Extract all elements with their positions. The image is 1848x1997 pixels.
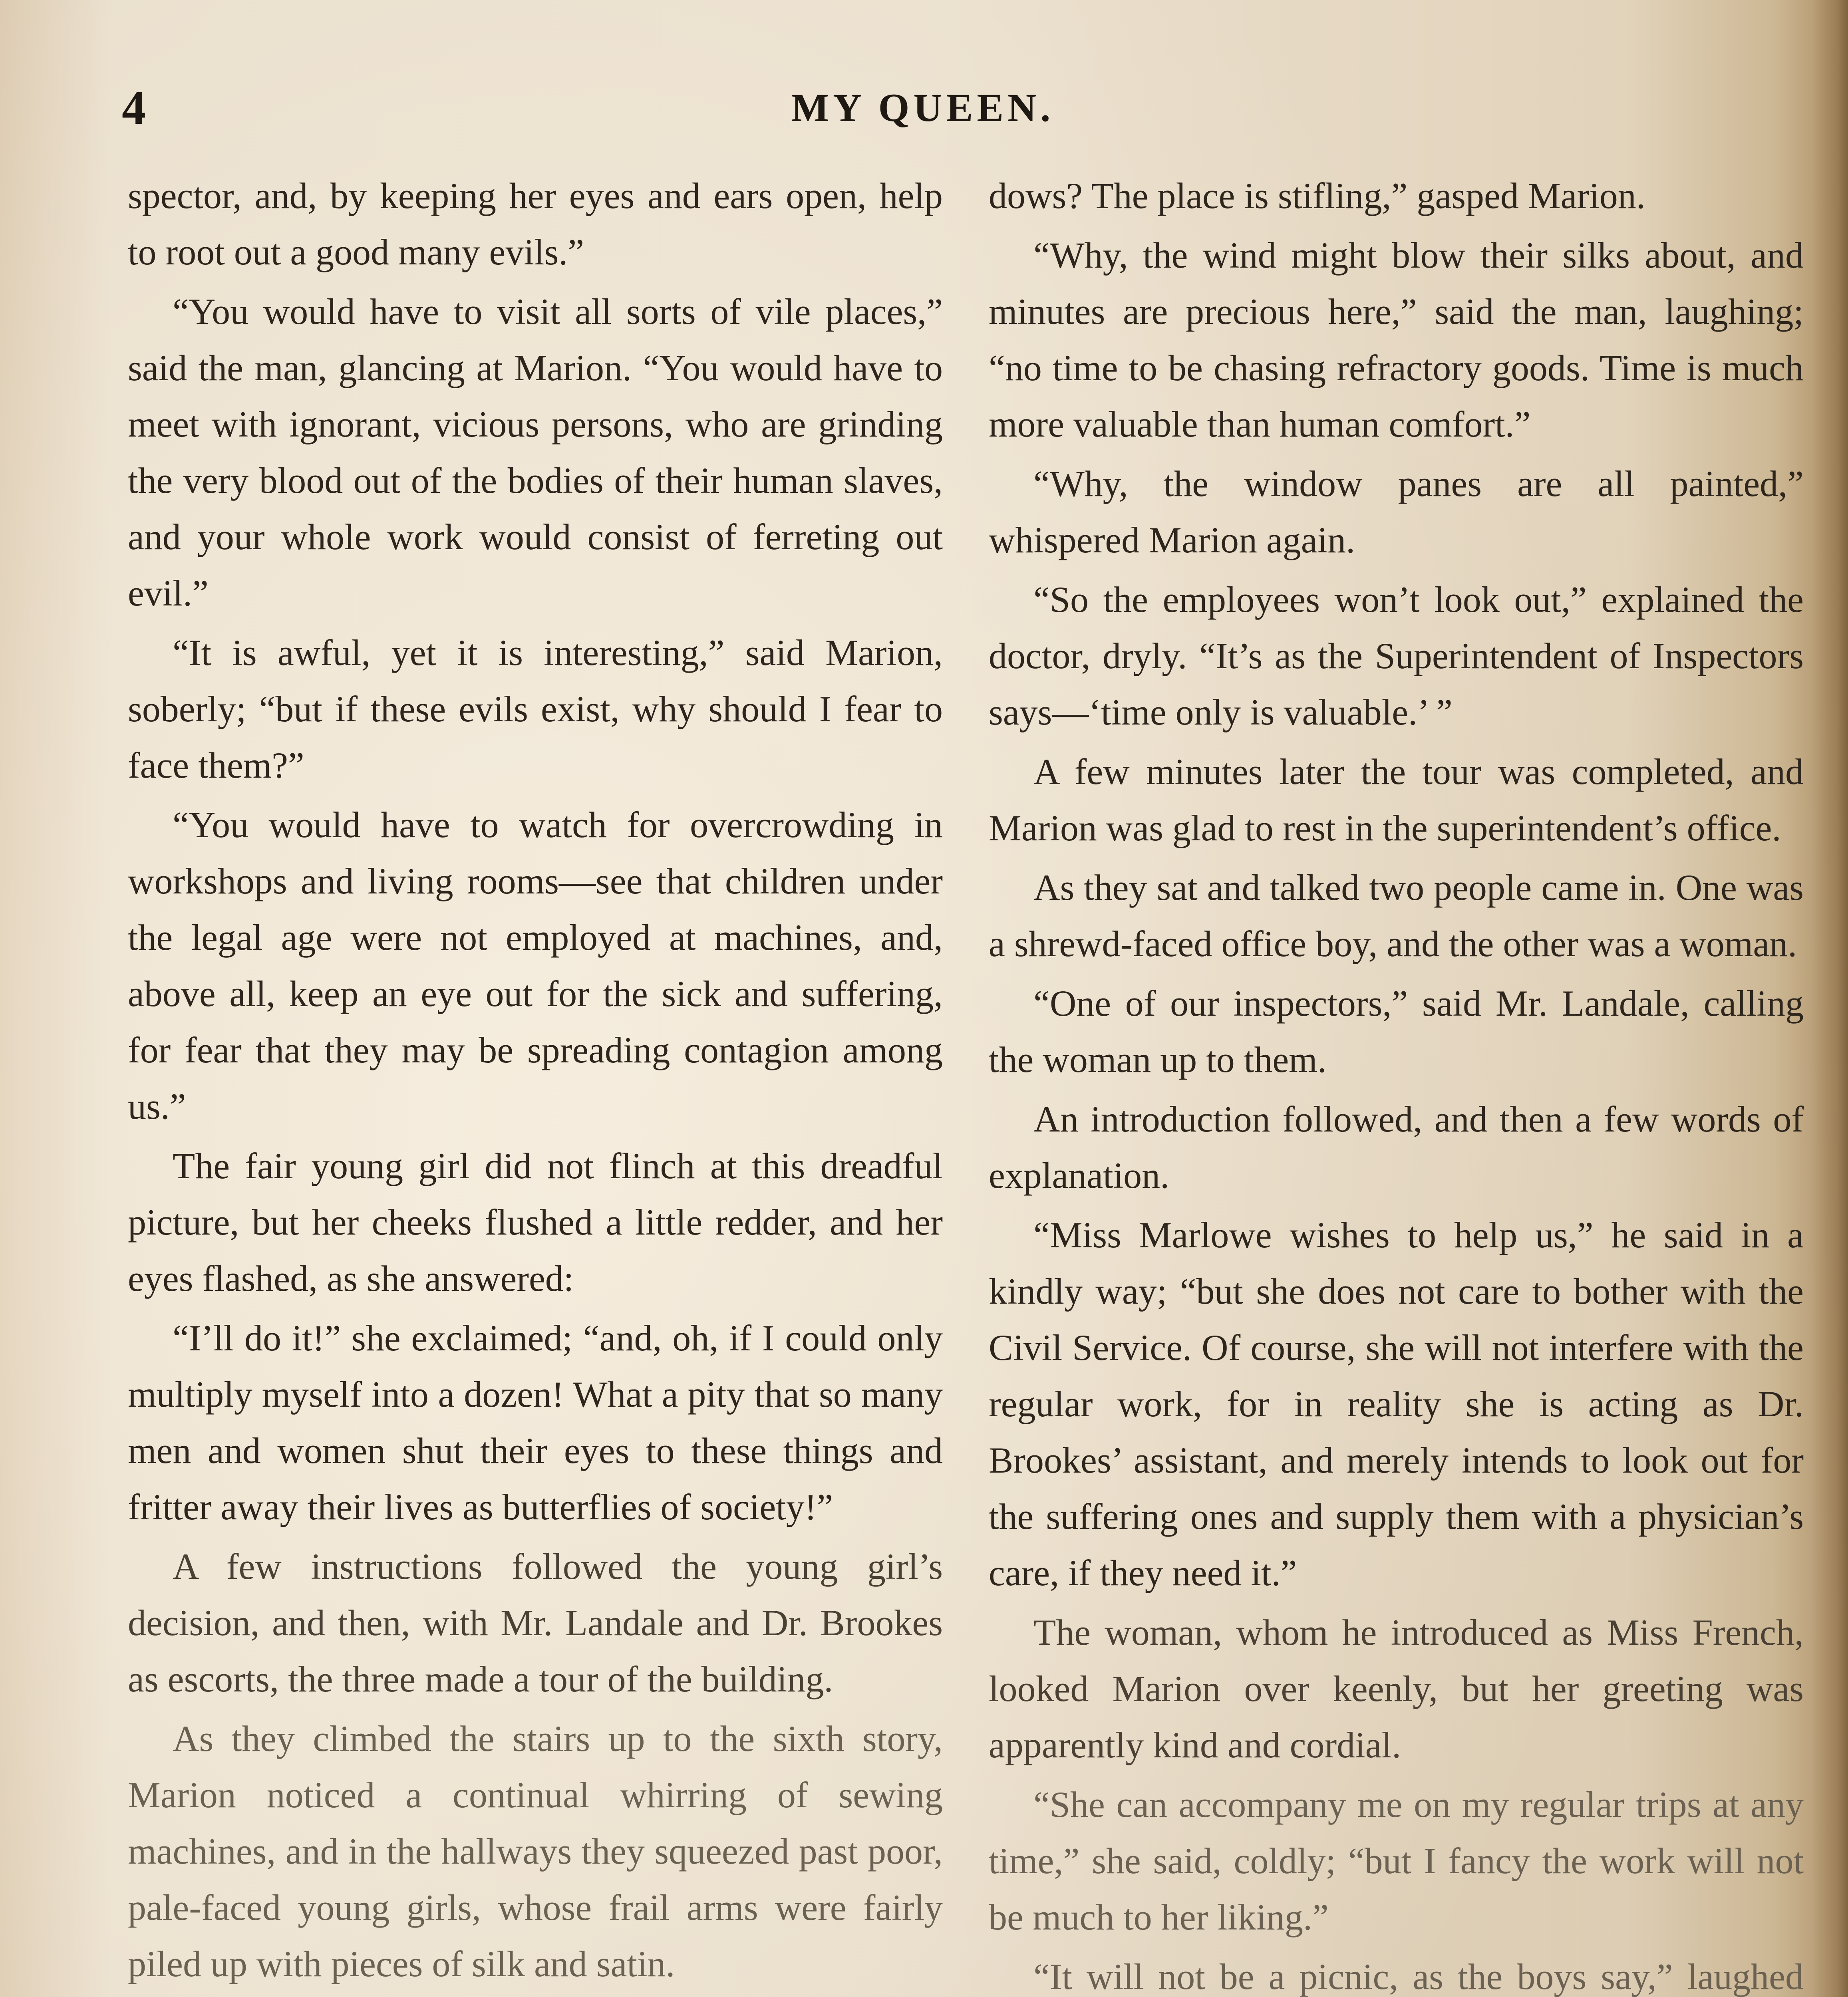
right-column (989, 168, 1804, 1997)
running-title: MY QUEEN. (791, 85, 1055, 130)
left-paragraph-6: “I’ll do it!” she exclaimed; “and, oh, if I could only multiply myself into a dozen! What a pity that so many men and women shut their eyes to these things and fritter away their lives as butterflies of society!” (128, 1318, 943, 1527)
right-paragraph-11: “She can accompany me on my regular trips at any time,” she said, coldly; “but I fancy the work will not be much to her liking.” (989, 1784, 1804, 1937)
right-paragraph-6: As they sat and talked two people came in. One was a shrewd-faced office boy, and the other was a woman. (989, 867, 1804, 964)
right-paragraph-10: The woman, whom he introduced as Miss French, looked Marion over keenly, but her greeting was apparently kind and cordial. (989, 1612, 1804, 1765)
left-paragraph-3: “It is awful, yet it is interesting,” said Marion, soberly; “but if these evils exist, why should I fear to face them?” (128, 632, 943, 786)
left-paragraph-9 (128, 1995, 943, 1997)
left-paragraph-2: “You would have to visit all sorts of vile places,” said the man, glancing at Marion. “You would have to meet with ignorant, vicious persons, who are grinding the very blood out of the bodies of their human slaves, and your whole work would consist of ferreting out evil.” (128, 291, 943, 613)
right-paragraph-5: A few minutes later the tour was completed, and Marion was glad to rest in the superintendent’s office. (989, 751, 1804, 848)
right-paragraph-3: “Why, the window panes are all painted,” whispered Marion again. (989, 463, 1804, 560)
right-paragraph-1: dows? The place is stifling,” gasped Marion. (989, 175, 1645, 216)
left-column (128, 168, 943, 1997)
spine-shadow (1812, 0, 1848, 1997)
left-paragraph-5: The fair young girl did not flinch at this dreadful picture, but her cheeks flushed a little redder, and her eyes flashed, as she answered: (128, 1145, 943, 1299)
left-paragraph-1: spector, and, by keeping her eyes and ears open, help to root out a good many evils.” (128, 175, 943, 272)
right-paragraph-12: “It will not be a picnic, as the boys say,” laughed (1033, 1956, 1804, 1997)
right-paragraph-4: “So the employees won’t look out,” explained the doctor, dryly. “It’s as the Superintendent of Inspectors says—‘time only is valuable.’ ” (989, 579, 1804, 732)
right-paragraph-7: “One of our inspectors,” said Mr. Landale, calling the woman up to them. (989, 983, 1804, 1080)
left-paragraph-7: A few instructions followed the young girl’s decision, and then, with Mr. Landale and Dr. Brookes as escorts, the three made a tour of the building. (128, 1546, 943, 1699)
page-number: 4 (122, 81, 146, 134)
right-paragraph-9: “Miss Marlowe wishes to help us,” he said in a kindly way; “but she does not care to bother with the Civil Service. Of course, she will not interfere with the regular work, for in reality she is acting as Dr. Brookes’ assistant, and merely intends to look out for the suffering ones and supply them with a physician’s care, if they need it.” (989, 1215, 1804, 1593)
right-paragraph-2: “Why, the wind might blow their silks about, and minutes are precious here,” said the man, laughing; “no time to be chasing refractory goods. Time is much more valuable than human comfort.” (989, 235, 1804, 445)
page-header (122, 80, 1724, 136)
left-paragraph-4: “You would have to watch for overcrowding in workshops and living rooms—see that children under the legal age were not employed at machines, and, above all, keep an eye out for the sick and suffering, for fear that they may be spreading contagion among us.” (128, 804, 943, 1127)
left-paragraph-8: As they climbed the stairs up to the sixth story, Marion noticed a continual whirring of sewing machines, and in the hallways they squeezed past poor, pale-faced young girls, whose frail arms were fairly piled up with pieces of silk and satin. (128, 1718, 943, 1984)
right-paragraph-8: An introduction followed, and then a few words of explanation. (989, 1099, 1804, 1196)
